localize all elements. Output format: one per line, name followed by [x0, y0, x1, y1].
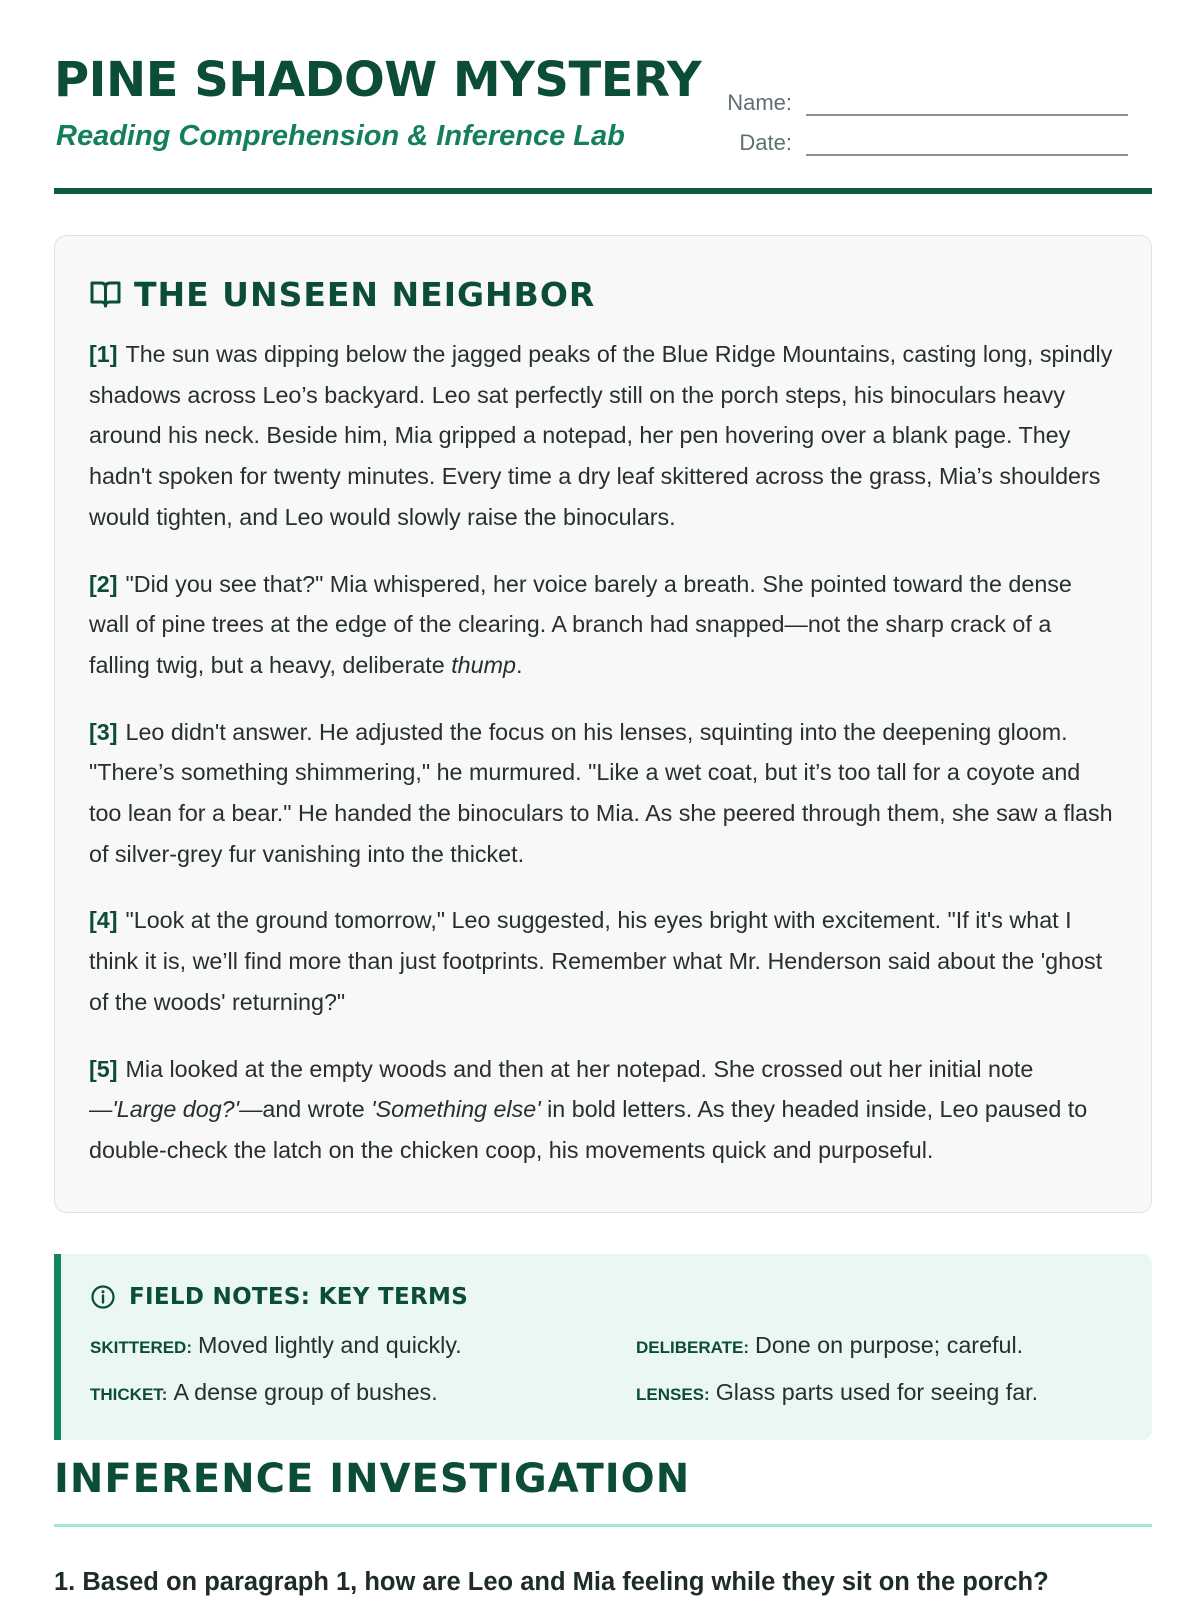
paragraph-text: "Did you see that?" Mia whispered, her voice barely a breath. She pointed toward the dense wall of pine trees at the edge of the clearing. A branch had snapped—not the sharp crack of a falling twig, but a heavy, deliberate	[89, 570, 1072, 678]
name-field	[716, 90, 1128, 116]
paragraph-text: Leo didn't answer. He adjusted the focus on his lenses, squinting into the deepening gloom. "There’s something shimmering," he murmured. "Like a wet coat, but it’s too tall for a coyote and too lean for a bear." He handed the binoculars to Mia. As she peered through them, she saw a flash of silver-grey fur vanishing into the thicket.	[89, 718, 1113, 867]
investigation-title: INFERENCE INVESTIGATION	[54, 1456, 691, 1502]
story-paragraph	[89, 564, 1117, 686]
key-term	[90, 1379, 636, 1406]
paragraph-number: [4]	[89, 907, 118, 934]
paragraph-text: .	[515, 651, 523, 678]
paragraph-text: "Look at the ground tomorrow," Leo suggested, his eyes bright with excitement. "If it's what I think it is, we’ll find more than just footprints. Remember what Mr. Henderson said about the 'ghost of the woods' returning?"	[89, 907, 1103, 1015]
story-card	[54, 235, 1152, 1213]
key-term-definition: Glass parts used for seeing far.	[715, 1379, 1039, 1405]
emphasized-text: 'Large dog?'	[112, 1096, 240, 1123]
info-icon	[90, 1284, 116, 1310]
key-term-definition: Done on purpose; careful.	[755, 1332, 1024, 1358]
key-term-word: SKITTERED:	[90, 1338, 192, 1357]
date-input-line[interactable]	[806, 134, 1128, 156]
key-term-definition: A dense group of bushes.	[173, 1379, 438, 1405]
story-heading	[89, 272, 1117, 316]
emphasized-text: thump	[451, 651, 516, 678]
key-term-definition: Moved lightly and quickly.	[198, 1332, 462, 1358]
paragraph-text: Mia looked at the empty woods and then at her notepad. She crossed out her initial note —	[89, 1055, 1034, 1123]
paragraph-number: [5]	[89, 1055, 118, 1082]
paragraph-number: [1]	[89, 341, 118, 367]
story-paragraph	[89, 712, 1117, 875]
page-subtitle: Reading Comprehension & Inference Lab	[56, 120, 625, 152]
book-icon	[89, 279, 122, 309]
story-title: THE UNSEEN NEIGHBOR	[134, 274, 596, 314]
worksheet-header	[54, 0, 1152, 196]
story-paragraph	[89, 334, 1117, 538]
date-field	[716, 130, 1128, 156]
key-terms-grid	[90, 1332, 1152, 1406]
story-body	[89, 334, 1117, 1171]
paragraph-number: [3]	[89, 718, 118, 745]
paragraph-text: The sun was dipping below the jagged peaks of the Blue Ridge Mountains, casting long, spindly shadows across Leo’s backyard. Leo sat perfectly still on the porch steps, his binoculars heavy around his neck. Beside him, Mia gripped a notepad, her pen hovering over a blank page. They hadn't spoken for twenty minutes. Every time a dry leaf skittered across the grass, Mia’s shoulders would tighten, and Leo would slowly raise the binoculars.	[89, 341, 1113, 530]
field-notes-heading	[90, 1282, 1152, 1312]
date-label: Date:	[739, 130, 792, 155]
key-term-word: LENSES:	[636, 1385, 710, 1404]
name-label: Name:	[727, 90, 792, 115]
key-term-word: THICKET:	[90, 1385, 168, 1404]
page-title: PINE SHADOW MYSTERY	[54, 52, 702, 108]
field-notes-box	[54, 1254, 1152, 1440]
key-term	[90, 1332, 636, 1359]
name-input-line[interactable]	[806, 94, 1128, 116]
key-term	[636, 1379, 1136, 1406]
investigation-divider	[54, 1524, 1152, 1527]
key-term	[636, 1332, 1136, 1359]
story-paragraph	[89, 900, 1117, 1022]
story-paragraph	[89, 1049, 1117, 1171]
worksheet-page	[54, 0, 1152, 1596]
emphasized-text: 'Something else'	[371, 1096, 541, 1123]
paragraph-number: [2]	[89, 570, 118, 597]
paragraph-text: in bold letters. As they headed inside, Leo paused to double-check the latch on the chicken coop, his movements quick and purposeful.	[89, 1096, 1088, 1163]
header-divider	[54, 188, 1152, 194]
paragraph-text: —and wrote	[239, 1096, 372, 1123]
question-1: 1. Based on paragraph 1, how are Leo and Mia feeling while they sit on the porch?	[54, 1568, 1049, 1596]
field-notes-title: FIELD NOTES: KEY TERMS	[129, 1284, 469, 1310]
key-term-word: DELIBERATE:	[636, 1338, 750, 1357]
